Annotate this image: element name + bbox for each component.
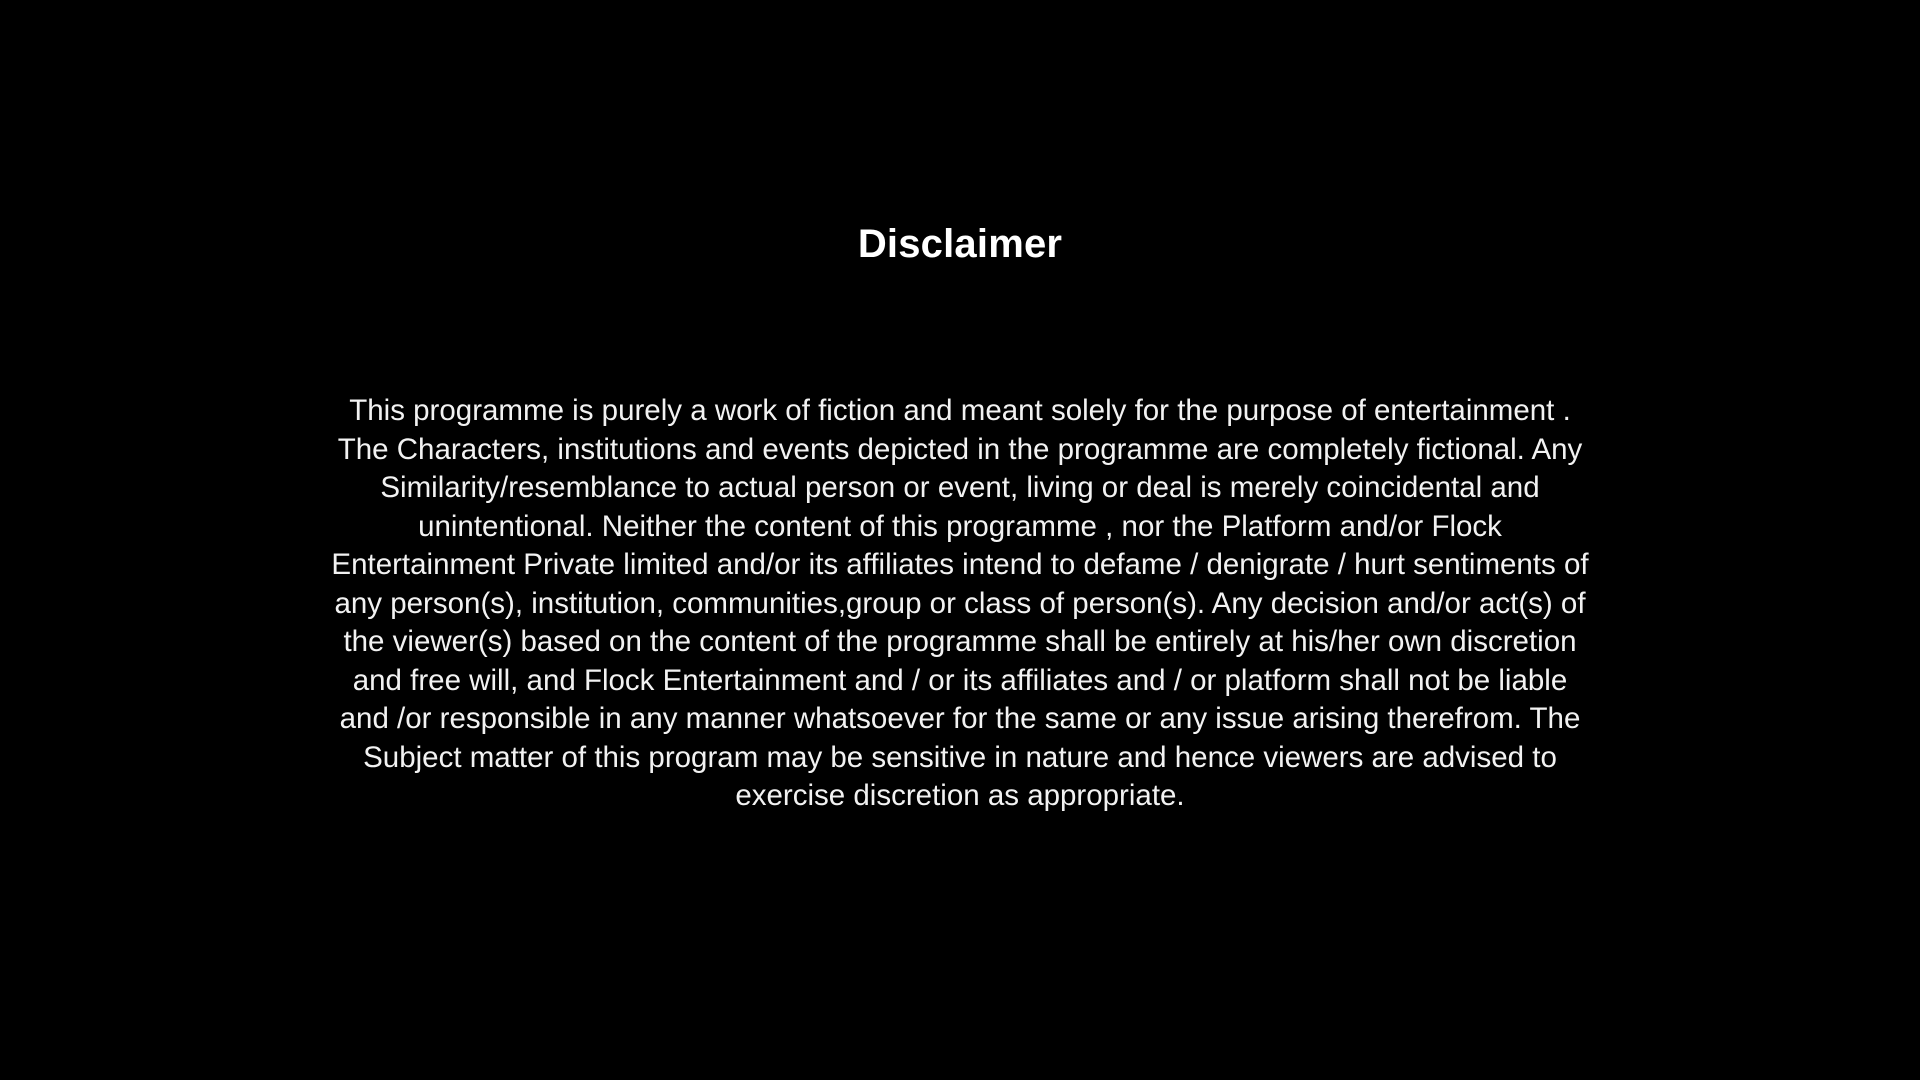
disclaimer-body-text: This programme is purely a work of fiction and meant solely for the purpose of entertainment . The Characters, institutions and events depicted in the programme are completely fictional. Any Similarity/resemblance to actual person or event, living or deal is merely coincidental and unintentional. Neither the content of this programme , nor the Platform and/or Flock Entertainment Private limited and/or its affiliates intend to defame / denigrate / hurt sentiments of any person(s), institution, communities,group or class of person(s). Any decision and/or act(s) of the viewer(s) based on the content of the programme shall be entirely at his/her own discretion and free will, and Flock Entertainment and / or its affiliates and / or platform shall not be liable and /or responsible in any manner whatsoever for the same or any issue arising therefrom. The Subject matter of this program may be sensitive in nature and hence viewers are advised to exercise discretion as appropriate. <box>331 394 1589 812</box>
page-title: Disclaimer <box>857 222 1063 266</box>
